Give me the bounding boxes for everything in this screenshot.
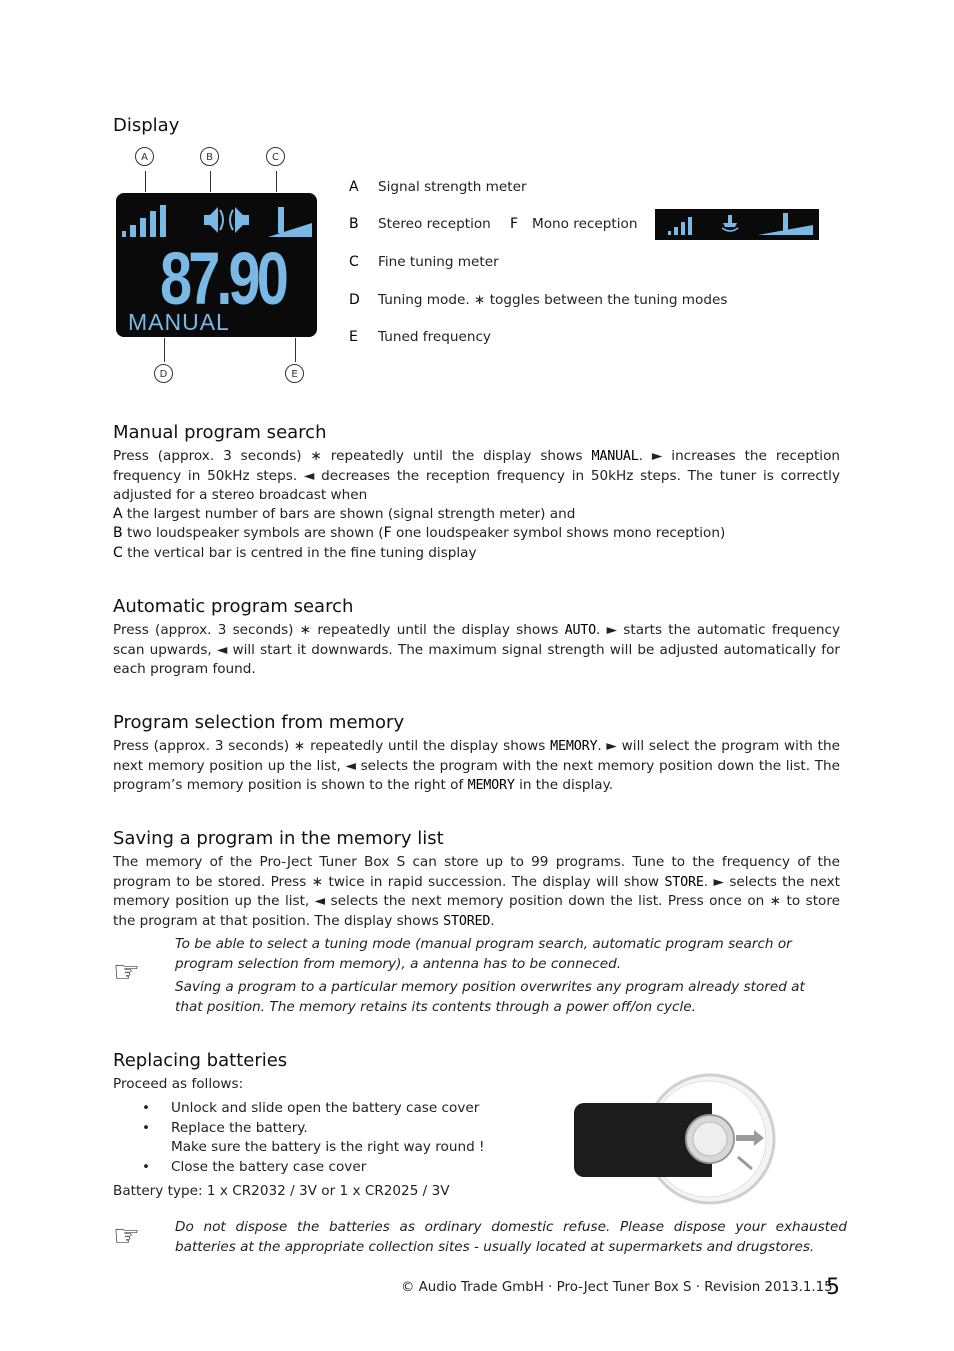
legend-text-a: Signal strength meter [378,179,527,195]
manual-item-c [113,544,477,564]
mono-lcd-strip [655,209,819,240]
legend-key-f: F [510,216,519,232]
batteries-type: Battery type: 1 x CR2032 / 3V or 1 x CR2025 / 3V [113,1183,450,1199]
display-heading: Display [113,115,180,136]
memory-paragraph [113,737,840,796]
manual-item-b-text: two loudspeaker symbols are shown ( [126,525,384,541]
auto-text-2: . ► starts the automatic frequency scan upwards, ◄ will start it downwards. The maximum signal strength will be adjusted automatically for each program found. [113,622,840,677]
legend-key-a: A [349,179,359,195]
mono-speaker-icon [722,215,738,231]
saving-text-1: The memory of the Pro-Ject Tuner Box S can store up to 99 programs. Tune to the frequency of the program to be stored. Press ∗ twice in rapid succession. The display will show [113,854,840,890]
memory-keyword: MEMORY [550,739,598,754]
lcd-display [116,193,317,337]
batteries-step: Make sure the battery is the right way round ! [171,1139,485,1155]
manual-paragraph [113,447,840,506]
callout-a: A [135,147,154,166]
callout-e: E [285,364,304,383]
mono-fine-tuning-icon [758,213,813,235]
callout-d-leader [164,338,165,362]
batteries-intro: Proceed as follows: [113,1076,244,1092]
saving-note-2: Saving a program to a particular memory position overwrites any program already stored at that position. The memory retains its contents through a power off/on cycle. [175,979,805,1015]
manual-item-c-text: the vertical bar is centred in the fine tuning display [127,545,477,561]
stereo-speaker-icon [204,207,249,233]
saving-text-3: . [490,912,495,929]
batteries-heading: Replacing batteries [113,1050,288,1071]
manual-item-f-text: one loudspeaker symbol shows mono reception) [396,525,726,541]
manual-item-a [113,505,575,525]
pointing-hand-icon: ☞ [113,955,140,990]
manual-heading: Manual program search [113,422,327,443]
manual-text-2: . ► increases the reception frequency in 50kHz steps. ◄ decreases the reception frequency in 50kHz steps. The tuner is correctly adjusted for a stereo broadcast when [113,448,841,503]
manual-text-1: Press (approx. 3 seconds) ∗ repeatedly until the display shows [113,448,592,464]
manual-keyword: MANUAL [591,449,639,464]
saving-keyword: STORE [664,874,704,890]
batteries-step: • Unlock and slide open the battery case cover [140,1099,485,1119]
memory-keyword-2: MEMORY [467,778,515,793]
memory-text-1: Press (approx. 3 seconds) ∗ repeatedly until the display shows [113,738,551,754]
memory-text-2: . ► will select the program with the next memory position up the list, ◄ selects the program with the next memory position down the list. The program’s memory position is shown to the right of [113,738,840,793]
auto-text-1: Press (approx. 3 seconds) ∗ repeatedly until the display shows [113,622,565,638]
legend-text-d: Tuning mode. ∗ toggles between the tuning modes [378,292,728,308]
callout-b: B [200,147,219,166]
manual-item-b-key: B [113,525,123,541]
saving-paragraph [113,853,840,931]
manual-item-f-key: F [383,525,392,541]
batteries-step: • Close the battery case cover [140,1158,485,1178]
manual-item-c-key: C [113,545,123,561]
auto-paragraph [113,621,840,680]
batteries-note: Do not dispose the batteries as ordinary domestic refuse. Please dispose your exhausted batteries at the appropriate collection sites - usually located at supermarkets and drugstores. [175,1219,847,1255]
footer-copyright: © Audio Trade GmbH · Pro-Ject Tuner Box S · Revision 2013.1.15 [401,1280,833,1295]
callout-a-leader [145,171,146,192]
saving-note-1: To be able to select a tuning mode (manual program search, automatic program search or program selection from memory), a antenna has to be conneced. [175,936,792,972]
auto-heading: Automatic program search [113,596,354,617]
legend-key-b: B [349,216,359,232]
pointing-hand-icon: ☞ [113,1219,140,1254]
saving-heading: Saving a program in the memory list [113,828,444,849]
callout-b-leader [210,171,211,192]
legend-text-c: Fine tuning meter [378,254,499,270]
batteries-step: • Replace the battery. [140,1119,485,1139]
memory-text-3: in the display. [514,777,614,793]
manual-item-a-key: A [113,506,123,522]
fine-tuning-icon [268,207,312,237]
callout-c-leader [276,171,277,192]
manual-item-a-text: the largest number of bars are shown (signal strength meter) and [126,506,576,522]
memory-heading: Program selection from memory [113,712,405,733]
saving-text-2: . ► selects the next memory position up the list, ◄ selects the next memory position down the list. Press once on ∗ to store the program at that position. The display shows [113,873,840,929]
callout-e-leader [295,338,296,362]
lcd-frequency: 87.90 [160,237,285,320]
page-number: 5 [826,1275,840,1300]
legend-key-c: C [349,254,359,270]
saving-keyword-2: STORED [443,913,491,929]
lcd-mode: MANUAL [128,309,230,335]
callout-d: D [154,364,173,383]
legend-text-f: Mono reception [532,216,638,232]
callout-c: C [266,147,285,166]
battery-case-illustration [570,1073,780,1205]
manual-item-b [113,524,725,544]
legend-text-e: Tuned frequency [378,329,491,345]
mono-signal-icon [668,217,692,235]
auto-keyword: AUTO [564,623,597,638]
legend-key-e: E [349,329,358,345]
legend-key-d: D [349,292,360,308]
batteries-steps [140,1099,485,1177]
signal-strength-icon [122,205,166,237]
legend-text-b: Stereo reception [378,216,491,232]
